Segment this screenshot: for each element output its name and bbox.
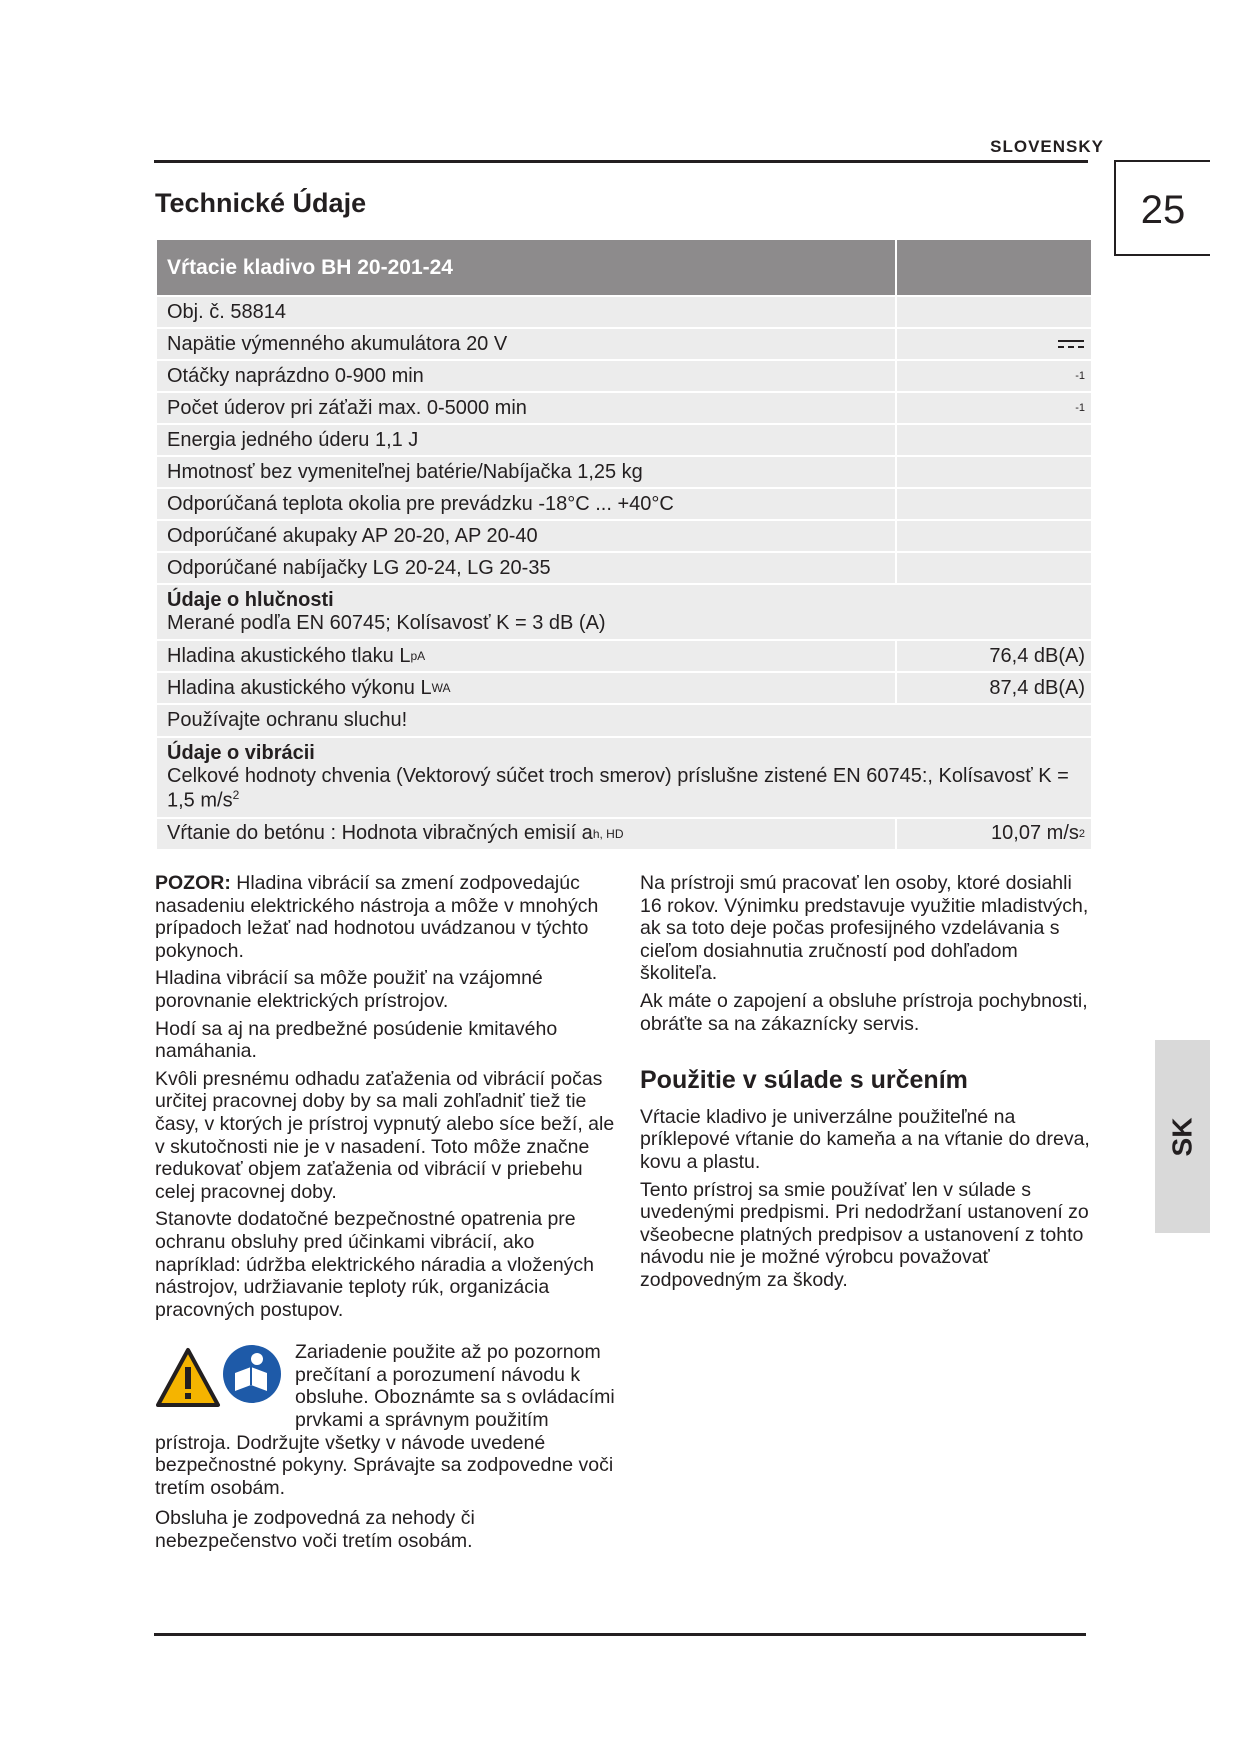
row-label: Energia jedného úderu 1,1 J	[157, 425, 895, 455]
manual-text: Zariadenie použite až po pozornom prečítaní a porozumení návodu k obsluhe. Oboznámte sa s ovládacími prvkami a správnym použitím prístroja. Dodržujte všetky v návode uvedené bezpečnostné pokyny. Správajte sa zodpovedne voči tretím osobám.	[155, 1341, 615, 1499]
power-value: 87,4 dB(A)	[897, 673, 1091, 703]
drill-value-exponent: 2	[1078, 827, 1085, 840]
noise-note: Merané podľa EN 60745; Kolísavosť K = 3 dB (A)	[167, 612, 606, 634]
paragraph: Hladina vibrácií sa môže použiť na vzájomné porovnanie elektrických prístrojov.	[155, 967, 543, 1012]
table-row	[157, 673, 1091, 703]
vibration-heading: Údaje o vibrácii	[167, 742, 315, 764]
table-row	[157, 457, 1091, 487]
pressure-subscript: pA	[410, 649, 426, 663]
table-row	[157, 521, 1091, 551]
row-value	[897, 425, 1091, 455]
bottom-rule	[154, 1633, 1086, 1636]
table-row	[157, 329, 1091, 359]
row-label	[157, 819, 895, 849]
power-subscript: WA	[431, 681, 451, 695]
row-value	[897, 329, 1091, 359]
row-label: Hmotnosť bez vymeniteľnej batérie/Nabíjačka 1,25 kg	[157, 457, 895, 487]
row-label: Odporúčané akupaky AP 20-20, AP 20-40	[157, 521, 895, 551]
row-label	[157, 673, 895, 703]
drill-value	[897, 819, 1091, 849]
warning-lead: POZOR:	[155, 872, 231, 894]
row-value	[897, 553, 1091, 583]
table-row	[157, 641, 1091, 671]
row-value	[897, 457, 1091, 487]
read-manual-icon	[221, 1343, 283, 1405]
spec-table	[157, 240, 1091, 849]
row-label: Počet úderov pri záťaži max. 0-5000 min	[157, 393, 895, 423]
page-number: 25	[1140, 188, 1186, 232]
vibration-section	[157, 738, 1091, 817]
power-label: Hladina akustického výkonu L	[167, 676, 432, 699]
hearing-advice: Používajte ochranu sluchu!	[157, 705, 1091, 736]
table-row	[157, 425, 1091, 455]
table-heading: Vŕtacie kladivo BH 20-201-24	[157, 240, 895, 295]
section-heading: Použitie v súlade s určením	[640, 1066, 968, 1095]
vibration-note: Celkové hodnoty chvenia (Vektorový súčet troch smerov) príslušne zistené EN 60745:, Kolísavosť K = 1,5 m/s	[167, 765, 1069, 812]
table-row	[157, 297, 1091, 327]
table-row	[157, 819, 1091, 849]
page-title: Technické Údaje	[155, 188, 367, 218]
paragraph: Na prístroji smú pracovať len osoby, ktoré dosiahli 16 rokov. Výnimku predstavuje využitie mladistvých, ak sa toto deje počas profesijného vzdelávania s cieľom dosiahnutia zručností pod dohľadom školiteľa.	[640, 872, 1089, 985]
warning-icons	[155, 1341, 287, 1411]
left-column	[155, 872, 615, 1558]
noise-heading: Údaje o hlučnosti	[167, 589, 334, 611]
row-value	[897, 297, 1091, 327]
drill-value-text: 10,07 m/s	[991, 822, 1079, 845]
table-header-empty	[897, 240, 1091, 295]
vibration-note-exponent: 2	[232, 788, 240, 802]
row-value	[897, 489, 1091, 519]
pressure-value: 76,4 dB(A)	[897, 641, 1091, 671]
right-column	[640, 872, 1095, 1297]
row-label	[157, 641, 895, 671]
warning-triangle-icon	[155, 1347, 221, 1409]
unit-exponent: -1	[1075, 370, 1085, 382]
table-row	[157, 361, 1091, 391]
language-header: SLOVENSKY	[990, 137, 1104, 156]
table-row	[157, 393, 1091, 423]
drill-subscript: h, HD	[592, 826, 624, 841]
paragraph: Ak máte o zapojení a obsluhe prístroja pochybnosti, obráťte sa na zákaznícky servis.	[640, 989, 1088, 1035]
row-value	[897, 361, 1091, 391]
warning-paragraph	[155, 872, 615, 962]
table-row	[157, 489, 1091, 519]
warning-text: Hladina vibrácií sa zmení zodpovedajúc nasadeniu elektrického nástroja a môže v mnohých prípadoch ležať nad hodnotou uvádzanou v týchto pokynoch.	[155, 872, 599, 962]
noise-section	[157, 585, 1091, 639]
drill-label: Vŕtanie do betónu : Hodnota vibračných emisií a	[167, 822, 593, 845]
row-label: Odporúčaná teplota okolia pre prevádzku -18°C ... +40°C	[157, 489, 895, 519]
paragraph: Stanovte dodatočné bezpečnostné opatrenia pre ochranu obsluhy pred účinkami vibrácií, ako napríklad: údržba elektrického náradia a vložených nástrojov, udržiavanie teploty rúk, organizácia pracovných postupov.	[155, 1208, 595, 1321]
table-header	[157, 240, 1091, 295]
paragraph: Hodí sa aj na predbežné posúdenie kmitavého namáhania.	[155, 1017, 558, 1063]
table-row	[157, 553, 1091, 583]
dc-symbol-icon	[1057, 338, 1085, 350]
row-label: Otáčky naprázdno 0-900 min	[157, 361, 895, 391]
paragraph: Kvôli presnému odhadu zaťaženia od vibrácií počas určitej pracovnej doby by sa mali zohľadniť tiež tie časy, v ktorých je prístroj vypnutý alebo síce beží, ale v skutočnosti nie je v nasadení. Toto môže značne redukovať objem zaťaženia od vibrácií v priebehu celej pracovnej doby.	[155, 1067, 615, 1203]
manual-notice	[155, 1341, 615, 1499]
row-value	[897, 521, 1091, 551]
paragraph: Obsluha je zodpovedná za nehody či nebezpečenstvo voči tretím osobám.	[155, 1507, 475, 1553]
pressure-label: Hladina akustického tlaku L	[167, 644, 411, 667]
row-value	[897, 393, 1091, 423]
language-tab-label: SK	[1166, 1117, 1198, 1156]
row-label: Obj. č. 58814	[157, 297, 895, 327]
row-label: Odporúčané nabíjačky LG 20-24, LG 20-35	[157, 553, 895, 583]
unit-exponent: -1	[1075, 402, 1085, 414]
page-number-box	[1114, 160, 1210, 256]
top-rule	[154, 160, 1088, 163]
row-label: Napätie výmenného akumulátora 20 V	[157, 329, 895, 359]
paragraph: Tento prístroj sa smie používať len v súlade s uvedenými predpismi. Pri nedodržaní ustanovení zo všeobecne platných predpisov a ustanovení z tohto návodu nie je možné výrobcu považovať zodpovedným za škody.	[640, 1178, 1089, 1291]
paragraph: Vŕtacie kladivo je univerzálne použiteľné na príklepové vŕtanie do kameňa a na vŕtanie do dreva, kovu a plastu.	[640, 1105, 1090, 1173]
language-tab	[1155, 1040, 1210, 1233]
